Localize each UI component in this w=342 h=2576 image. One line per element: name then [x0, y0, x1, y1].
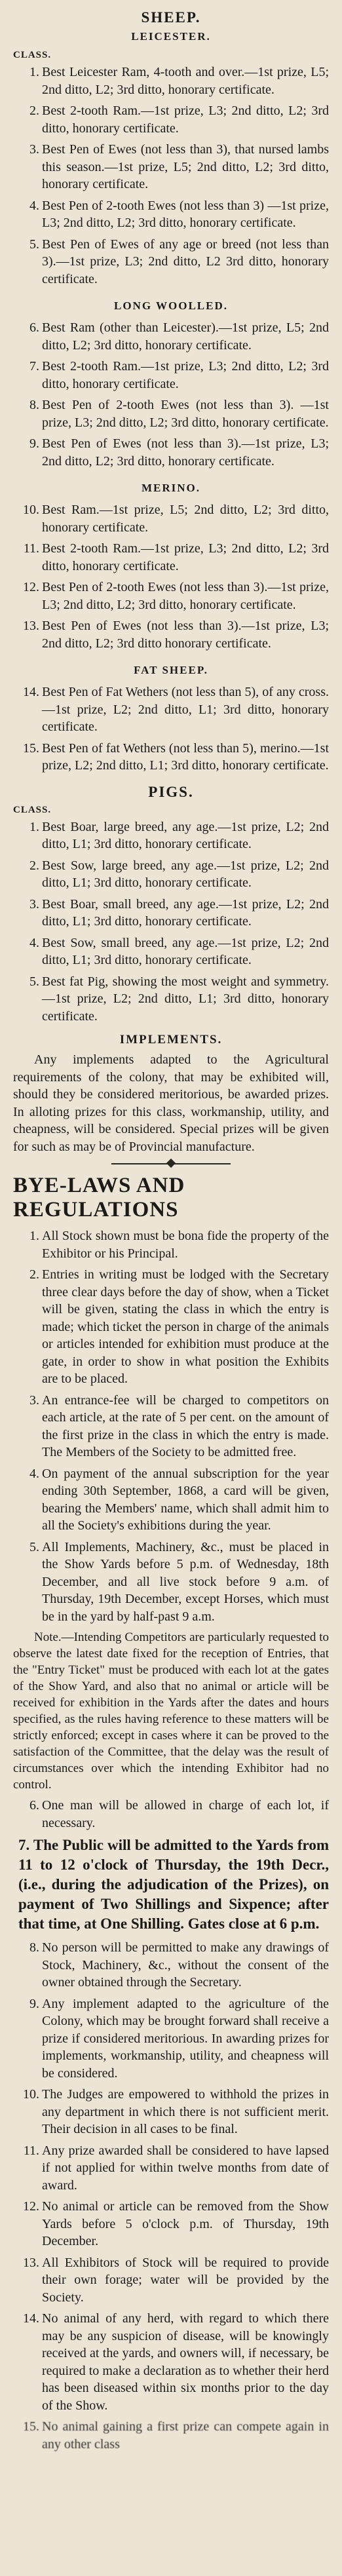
class-entry [13, 501, 329, 536]
class-entry [13, 2198, 329, 2250]
class-entry [13, 1266, 329, 1388]
entry-number: 9. [29, 1996, 39, 2011]
implements-section [13, 1033, 329, 1155]
entry-number: 1. [29, 65, 39, 79]
class-entry [13, 435, 329, 470]
bylaws-section [13, 1174, 329, 2453]
entry-number: 13. [23, 2255, 39, 2270]
entry-number: 2. [29, 1267, 39, 1282]
subsection-title-long-woolled: LONG WOOLLED. [114, 299, 228, 312]
class-entry [13, 973, 329, 1026]
class-entry [13, 1539, 329, 1626]
pigs-class-list [13, 818, 329, 1026]
entry-number: 11. [23, 2143, 39, 2158]
section-title-implements: IMPLEMENTS. [119, 1033, 223, 1047]
entry-text: Best Boar, small breed, any age.—1st prize, L2; 2nd ditto, L1; 3rd ditto, honorary certificate. [42, 896, 329, 929]
entry-number: 10. [23, 2087, 39, 2102]
public-admission-notice: 7. The Public will be admitted to the Yards from 11 to 12 o'clock of Thursday, the 19th Decr., (i.e., during the adjudication of the Prizes), on payment of Two Shillings and Sixpence; after that time, at One Shilling. Gates close at 6 p.m. [18, 1837, 329, 1932]
class-entry [13, 1465, 329, 1535]
bylaw-text: One man will be allowed in charge of each lot, if necessary. [42, 1798, 329, 1830]
entry-number: 14. [23, 2311, 39, 2326]
class-entry [13, 197, 329, 232]
entry-number: 5. [29, 1539, 39, 1554]
entry-text: Best Pen of fat Wethers (not less than 5), merino.—1st prize, L2; 2nd ditto, L1; 3rd ditto, honorary certificate. [42, 740, 329, 773]
entry-text: Any implement adapted to the agriculture of the Colony, which may be brought forward shall receive a prize if considered meritorious. In awarding prizes for implements, workmanship, utility, and cheapness will be considered. [42, 1996, 329, 2081]
class-label: CLASS. [13, 804, 52, 815]
entry-text: Best Leicester Ram, 4-tooth and over.—1st prize, L5; 2nd ditto, L2; 3rd ditto, honorary certificate. [42, 65, 329, 97]
entry-number: 9. [29, 436, 39, 451]
entry-number: 8. [29, 398, 39, 412]
class-entry [13, 617, 329, 652]
entry-text: Best Boar, large breed, any age.—1st prize, L2; 2nd ditto, L1; 3rd ditto, honorary certificate. [42, 819, 329, 851]
entry-text: No animal gaining a first prize can compete again in any other class [42, 2419, 329, 2451]
leicester-class-list [13, 64, 329, 288]
class-entry [13, 683, 329, 736]
sheep-section [13, 9, 329, 775]
class-entry [13, 396, 329, 431]
class-entry [13, 740, 329, 775]
entry-text: Best Pen of Ewes (not less than 3).—1st prize, L3; 2nd ditto, L2; 3rd ditto honorary certificate. [42, 619, 329, 651]
entry-number: 7. [29, 359, 39, 374]
subsection-title-fat-sheep: FAT SHEEP. [134, 664, 208, 676]
entry-text: All Stock shown must be bona fide the property of the Exhibitor or his Principal. [42, 1229, 329, 1261]
class-entry [13, 319, 329, 354]
class-entry [13, 2418, 329, 2453]
pigs-section [13, 784, 329, 1026]
class-entry [13, 1227, 329, 1262]
class-entry [13, 934, 329, 969]
entry-text: Best Ram.—1st prize, L5; 2nd ditto, L2; 3rd ditto, honorary certificate. [42, 503, 329, 535]
entry-number: 6. [29, 320, 39, 335]
subsection-title-leicester: LEICESTER. [131, 30, 211, 43]
class-entry [13, 818, 329, 853]
entry-text: Best Ram (other than Leicester).—1st prize, L5; 2nd ditto, L2; 3rd ditto, honorary certificate. [42, 320, 329, 353]
entry-number: 4. [29, 1466, 39, 1481]
entry-text: On payment of the annual subscription for the year ending 30th September, 1868, a card will be given, bearing the Members' name, which shall admit him to all the Society's exhibitions during the year. [42, 1466, 329, 1533]
entry-number: 10. [23, 503, 39, 517]
class-entry [13, 2086, 329, 2138]
entry-text: Entries in writing must be lodged with the Secretary three clear days before the day of show, when a Ticket will be given, stating the class in which the entry is made; which ticket the person in charge of the animals or articles intended for exhibition must produce at the gate, in order to show in what position the Exhibits are to be placed. [42, 1267, 329, 1386]
subsection-title-merino: MERINO. [141, 482, 201, 494]
class-entry [13, 2142, 329, 2195]
entry-text: Best Pen of 2-tooth Ewes (not less than 3) —1st prize, L3; 2nd ditto, L2; 3rd ditto, honorary certificate. [42, 198, 329, 230]
bylaws-list [13, 1227, 329, 1625]
entry-text: Best Pen of 2-tooth Ewes (not less than 3). —1st prize, L3; 2nd ditto, L2; 3rd ditto, honorary certificate. [42, 398, 329, 430]
class-entry [13, 579, 329, 613]
entry-number: 4. [29, 198, 39, 213]
class-entry [13, 857, 329, 892]
class-entry [13, 102, 329, 137]
entry-text: Best Pen of 2-tooth Ewes (not less than 3).—1st prize, L3; 2nd ditto, L2; 3rd ditto, honorary certificate. [42, 580, 329, 612]
fat-sheep-class-list [13, 683, 329, 775]
entry-text: Best Sow, large breed, any age.—1st prize, L2; 2nd ditto, L1; 3rd ditto, honorary certificate. [42, 858, 329, 890]
entry-text: Best Pen of Ewes (not less than 3), that nursed lambs this season.—1st prize, L5; 2nd ditto, L2; 3rd ditto, honorary certificate. [42, 142, 329, 191]
class-entry [13, 1392, 329, 1461]
entry-text: All Implements, Machinery, &c., must be placed in the Show Yards before 5 p.m. of Wednesday, 18th December, and all live stock before 9 a.m. of Thursday, 19th December, except Horses, which must be in the yard by half-past 9 a.m. [42, 1539, 329, 1624]
entry-text: All Exhibitors of Stock will be required to provide their own forage; water will be provided by the Society. [42, 2255, 329, 2305]
class-entry [13, 358, 329, 393]
section-title-sheep: SHEEP. [141, 9, 201, 26]
entry-number: 3. [29, 142, 39, 157]
entry-number: 5. [29, 974, 39, 989]
entry-text: No person will be permitted to make any drawings of Stock, Machinery, &c., without the consent of the owner obtained through the Secretary. [42, 1940, 329, 1990]
class-entry [13, 540, 329, 575]
class-label: CLASS. [13, 50, 52, 60]
entry-number: 4. [29, 935, 39, 950]
bylaw-number: 6. [29, 1798, 39, 1813]
entry-number: 15. [23, 740, 39, 756]
entry-number: 2. [29, 104, 39, 118]
entry-text: Best Pen of Fat Wethers (not less than 5), of any cross.—1st prize, L2; 2nd ditto, L1; 3rd ditto, honorary certificate. [42, 685, 329, 734]
nota-paragraph: Note.—Intending Competitors are particularly requested to observe the latest date fixed for the reception of Entries, that the "Entry Ticket" must be produced with each lot at the gates of the Show Yard, and also that no animal or article will be received for exhibition in the Yards after the dates and hours specified, as the rules having reference to these matters will be strictly enforced; except in cases where it can be proved to the satisfaction of the Committee, that the delay was the result of circumstances over which the intending Exhibitor had no control. [13, 1630, 329, 1792]
entry-text: Best 2-tooth Ram.—1st prize, L3; 2nd ditto, L2; 3rd ditto, honorary certificate. [42, 541, 329, 573]
entry-number: 1. [29, 819, 39, 834]
entry-number: 5. [29, 237, 39, 252]
class-entry [13, 236, 329, 288]
entry-text: No animal or article can be removed from the Show Yards before 5 o'clock p.m. of Thursday, 19th December. [42, 2199, 329, 2248]
entry-number: 14. [23, 685, 39, 699]
class-entry [13, 896, 329, 931]
class-entry [13, 2310, 329, 2414]
entry-number: 12. [23, 580, 39, 594]
entry-text: An entrance-fee will be charged to competitors on each article, at the rate of 5 per cent. on the amount of the first prize in the class in which the entry is made. The Members of the Society to be admitted free. [42, 1393, 329, 1459]
entry-text: Best fat Pig, showing the most weight and symmetry.—1st prize, L2; 2nd ditto, L1; 3rd ditto, honorary certificate. [42, 974, 329, 1024]
section-divider [13, 1159, 329, 1168]
bylaws-list-continued [13, 1939, 329, 2453]
divider-diamond-icon [166, 1159, 176, 1168]
entry-text: The Judges are empowered to withhold the prizes in any department in which there is not sufficient merit. Their decision in all cases to be final. [42, 2087, 329, 2136]
class-entry [13, 64, 329, 98]
entry-number: 3. [29, 1393, 39, 1408]
section-title-pigs: PIGS. [148, 783, 194, 800]
entry-text: Best 2-tooth Ram.—1st prize, L3; 2nd ditto, L2; 3rd ditto, honorary certificate. [42, 104, 329, 136]
class-entry [13, 1939, 329, 1991]
long-woolled-class-list [13, 319, 329, 470]
class-entry [13, 2254, 329, 2307]
merino-class-list [13, 501, 329, 652]
implements-paragraph: Any implements adapted to the Agricultural requirements of the colony, that may be exhibited will, should they be considered meritorious, be awarded prizes. In alloting prizes for this class, workmanship, utility, and cheapness, will be considered. Special prizes will be given for such as may be of Provincial manufacture. [13, 1052, 329, 1154]
class-entry [13, 141, 329, 193]
entry-number: 11. [23, 541, 39, 556]
entry-text: No animal of any herd, with regard to which there may be any suspicion of disease, will be knowingly received at the yards, and owners will, if necessary, be required to make a declaration as to whether their herd has been diseased within six months prior to the day of the Show. [42, 2311, 329, 2413]
entry-number: 15. [23, 2419, 39, 2434]
entry-number: 3. [29, 896, 39, 912]
entry-text: Best Sow, small breed, any age.—1st prize, L2; 2nd ditto, L1; 3rd ditto, honorary certificate. [42, 935, 329, 967]
entry-text: Best Pen of Ewes of any age or breed (not less than 3).—1st prize, L3; 2nd ditto, L2 3rd ditto, honorary certificate. [42, 237, 329, 286]
entry-text: Any prize awarded shall be considered to have lapsed if not applied for within twelve months from date of award. [42, 2143, 329, 2193]
entry-text: Best Pen of Ewes (not less than 3).—1st prize, L3; 2nd ditto, L2; 3rd ditto, honorary certificate. [42, 436, 329, 469]
class-entry [13, 1995, 329, 2083]
entry-number: 12. [23, 2199, 39, 2214]
entry-number: 8. [29, 1940, 39, 1955]
entry-number: 1. [29, 1229, 39, 1243]
entry-number: 13. [23, 619, 39, 633]
bylaw-item-6 [13, 1797, 329, 1832]
bylaws-title: BYE-LAWS AND REGULATIONS [13, 1174, 185, 1221]
entry-text: Best 2-tooth Ram.—1st prize, L3; 2nd ditto, L2; 3rd ditto, honorary certificate. [42, 359, 329, 391]
entry-number: 2. [29, 858, 39, 873]
